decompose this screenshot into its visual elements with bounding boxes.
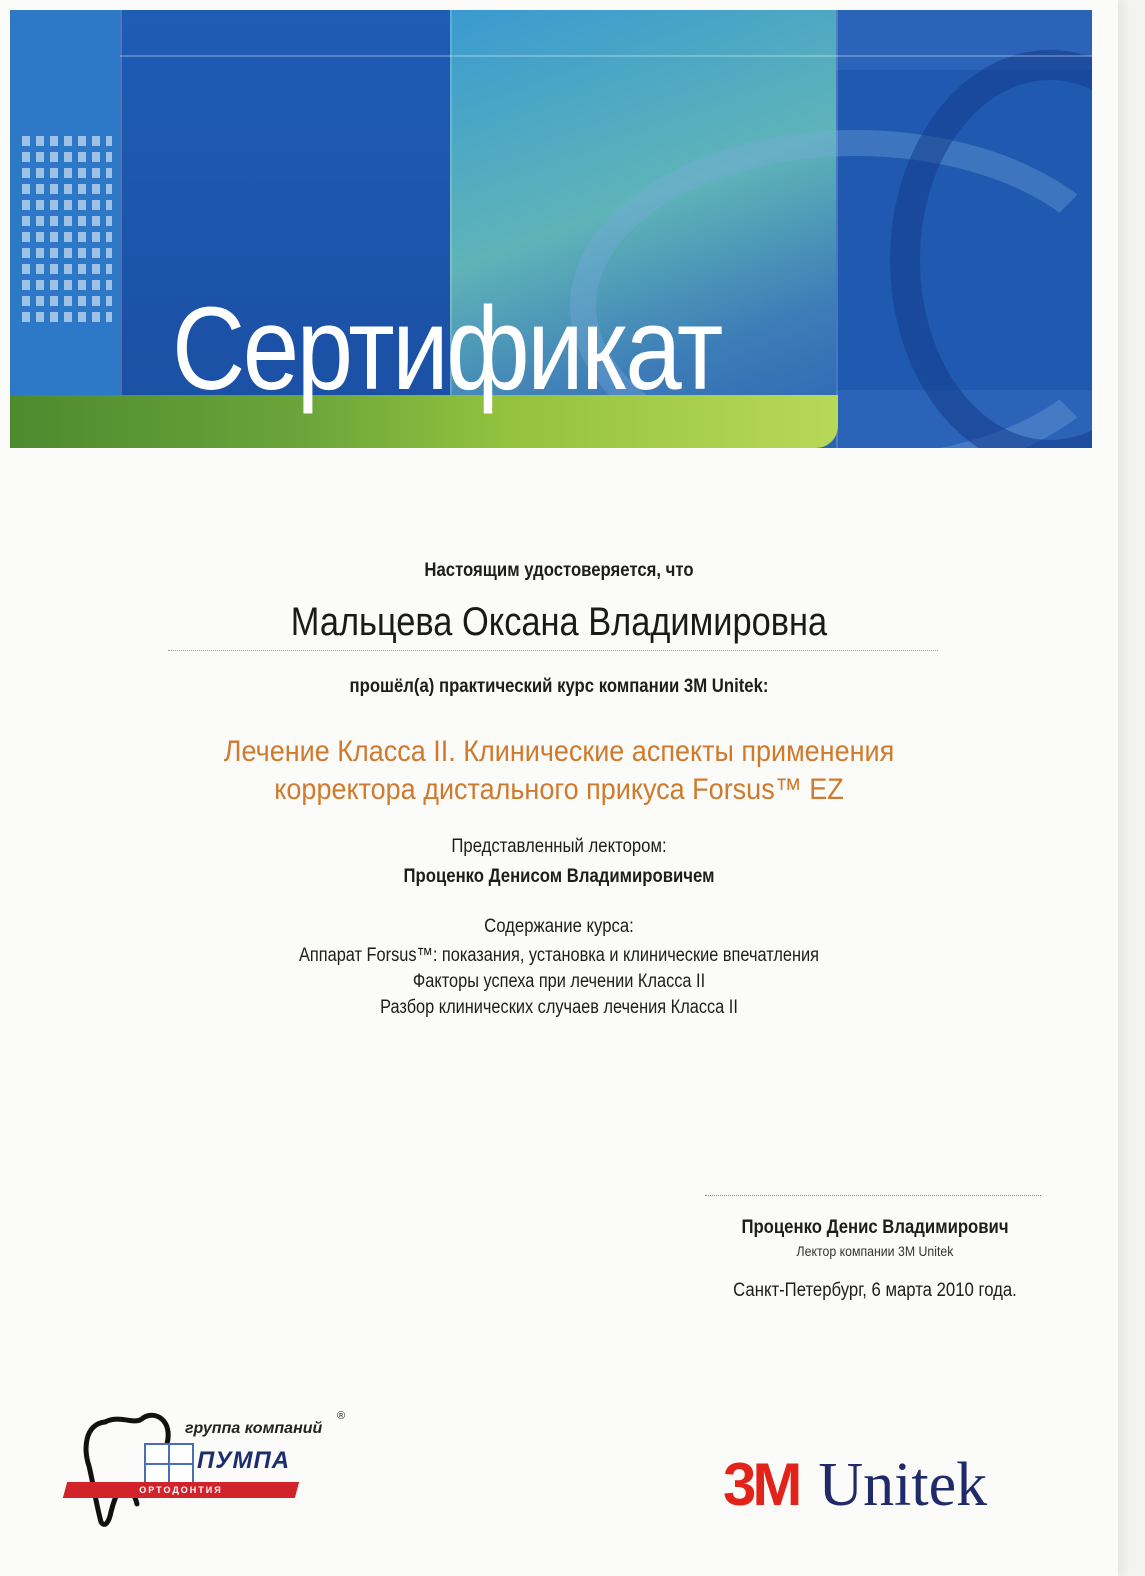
3m-unitek-logo bbox=[723, 1450, 987, 1521]
presented-label: Представленный лектором: bbox=[451, 836, 667, 857]
contents-item: Разбор клинических случаев лечения Класса II bbox=[380, 997, 738, 1018]
signatory-title: Лектор компании 3M Unitek bbox=[796, 1243, 954, 1259]
passed-course-text: прошёл(а) практический курс компании 3M Unitek: bbox=[349, 676, 769, 697]
banner-keyboard-decor bbox=[22, 130, 112, 328]
registered-mark: ® bbox=[337, 1410, 346, 1422]
pumpa-group-label: группа компаний bbox=[185, 1420, 323, 1437]
contents-item: Аппарат Forsus™: показания, установка и клинические впечатления bbox=[299, 945, 819, 966]
signature-line bbox=[705, 1195, 1041, 1196]
pumpa-name: ПУМПА bbox=[197, 1447, 291, 1474]
place-date: Санкт-Петербург, 6 марта 2010 года. bbox=[733, 1280, 1017, 1301]
lecturer-name: Проценко Денисом Владимировичем bbox=[403, 866, 715, 887]
pumpa-red-bar bbox=[63, 1482, 299, 1498]
course-title bbox=[56, 733, 1062, 809]
name-underline bbox=[168, 650, 938, 651]
course-title-line: Лечение Класса II. Клинические аспекты применения bbox=[223, 735, 895, 768]
banner-decor-line bbox=[120, 10, 122, 448]
certify-text: Настоящим удостоверяется, что bbox=[424, 560, 694, 581]
contents-item: Факторы успеха при лечении Класса II bbox=[412, 971, 706, 992]
course-title-line: корректора дистального прикуса Forsus™ EZ bbox=[274, 773, 844, 806]
banner-decor-line bbox=[120, 55, 1092, 57]
certificate-title: Сертификат bbox=[172, 283, 721, 415]
pumpa-sub-label: ОРТОДОНТИЯ bbox=[139, 1485, 223, 1495]
contents-heading: Содержание курса: bbox=[484, 916, 634, 937]
tooth-icon bbox=[75, 1404, 195, 1529]
contents-list bbox=[78, 943, 1039, 1021]
3m-logo: 3M bbox=[723, 1451, 799, 1518]
unitek-logo: Unitek bbox=[818, 1451, 988, 1519]
signatory-name: Проценко Денис Владимирович bbox=[741, 1217, 1009, 1238]
banner-decor-line bbox=[836, 10, 838, 448]
recipient-name: Мальцева Оксана Владимировна bbox=[290, 600, 828, 644]
pumpa-logo bbox=[65, 1402, 355, 1532]
